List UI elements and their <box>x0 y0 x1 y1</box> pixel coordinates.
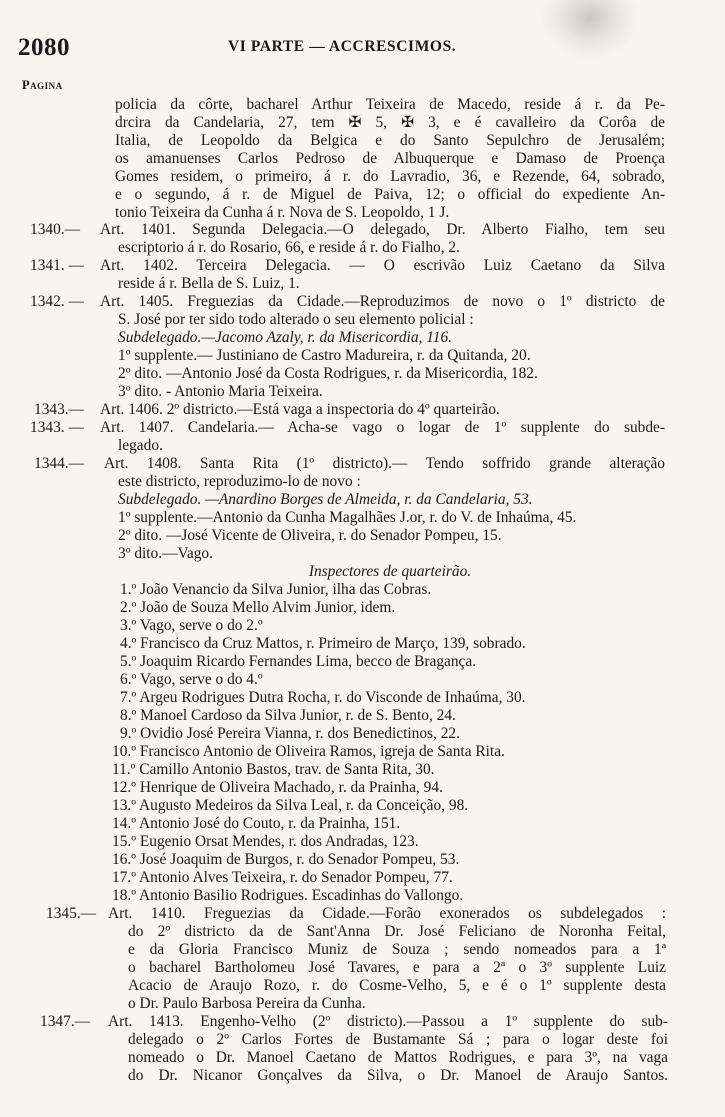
text-line: delegado o 2º Carlos Fortes de Bustamante Sá ; para o logar deste foi <box>128 1031 668 1048</box>
item-number: 1345.— <box>46 905 97 922</box>
text-line: 1º supplente.— Justiniano de Castro Madureira, r. da Quitanda, 20. <box>118 347 531 364</box>
running-head: VI PARTE — ACCRESCIMOS. <box>228 38 457 55</box>
text-line: Art. 1402. Terceira Delegacia. — O escrivão Luiz Caetano da Silva <box>100 257 665 274</box>
list-item: 11.º Camillo Antonio Bastos, trav. de Santa Rita, 30. <box>112 761 435 778</box>
text-line: este districto, reproduzimo-lo de novo : <box>118 473 361 490</box>
text-line: e da Gloria Francisco Muniz de Souza ; sendo nomeados para a 1ª <box>128 941 666 958</box>
text-line: do Dr. Nicanor Gonçalves da Silva, o Dr. Manoel de Araujo Santos. <box>128 1067 668 1084</box>
text-line: Subdelegado. —Anardino Borges de Almeida, r. da Candelaria, 53. <box>118 491 533 508</box>
text-line: drcira da Candelaria, 27, tem ✠ 5, ✠ 3, e é cavalleiro da Corôa de <box>115 114 665 131</box>
text-line: 2º dito. —Antonio José da Costa Rodrigues, r. da Misericordia, 182. <box>118 365 538 382</box>
list-item: 2.º João de Souza Mello Alvim Junior, idem. <box>120 599 396 616</box>
text-line: 3º dito. - Antonio Maria Teixeira. <box>118 383 323 400</box>
text-line: policia da côrte, bacharel Arthur Teixeira de Macedo, reside á r. da Pe- <box>115 96 665 113</box>
text-line: Art. 1408. Santa Rita (1º districto).— Tendo soffrido grande alteração <box>104 455 665 472</box>
item-number: 1342. — <box>30 293 84 310</box>
text-line: Italia, de Leopoldo da Belgica e do Santo Sepulchro de Jerusalém; <box>115 132 665 149</box>
ink-stain <box>540 0 640 60</box>
text-line: nomeado o Dr. Manoel Caetano de Mattos Rodrigues, e para 3º, na vaga <box>128 1049 668 1066</box>
list-item: 18.º Antonio Basilio Rodrigues. Escadinhas do Vallongo. <box>112 887 464 904</box>
text-line: 3º dito.—Vago. <box>118 545 213 562</box>
text-line: os amanuenses Carlos Pedroso de Albuquerque e Damaso de Proença <box>115 150 665 167</box>
list-item: 5.º Joaquim Ricardo Fernandes Lima, becco de Bragança. <box>120 653 477 670</box>
list-item: 16.º José Joaquim de Burgos, r. do Senador Pompeu, 53. <box>112 851 460 868</box>
side-label: Pagina <box>22 78 63 92</box>
list-item: 4.º Francisco da Cruz Mattos, r. Primeiro de Março, 139, sobrado. <box>120 635 526 652</box>
text-line: Gomes residem, o primeiro, á r. do Lavradio, 36, e Rezende, 64, sobrado, <box>115 168 665 185</box>
list-item: 15.º Eugenio Orsat Mendes, r. dos Andradas, 123. <box>112 833 419 850</box>
text-line: Art. 1407. Candelaria.— Acha-se vago o logar de 1º supplente do subde- <box>100 419 665 436</box>
text-line: Acacio de Araujo Rozo, r. do Cosme-Velho, 5, e é o 1º supplente desta <box>128 977 666 994</box>
text-line: Art. 1401. Segunda Delegacia.—O delegado, Dr. Alberto Fialho, tem seu <box>100 221 665 238</box>
text-line: e o segundo, á r. de Miguel de Paiva, 12; o official do expediente An- <box>115 186 665 203</box>
text-line: S. José por ter sido todo alterado o seu elemento policial : <box>118 311 474 328</box>
item-number: 1347.— <box>40 1013 91 1030</box>
text-line: Subdelegado.—Jacomo Azaly, r. da Misericordia, 116. <box>118 329 452 346</box>
list-item: 6.º Vago, serve o do 4.º <box>120 671 263 688</box>
text-line: o bacharel Bartholomeu José Tavares, e para a 2ª o 3º supplente Luiz <box>128 959 666 976</box>
list-item: 8.º Manoel Cardoso da Silva Junior, r. de S. Bento, 24. <box>120 707 456 724</box>
text-line: 1º supplente.—Antonio da Cunha Magalhães J.or, r. do V. de Inhaúma, 45. <box>118 509 577 526</box>
text-line: Art. 1405. Freguezias da Cidade.—Reproduzimos de novo o 1º districto de <box>100 293 665 310</box>
text-line: Art. 1410. Freguezias da Cidade.—Forão exonerados os subdelegados : <box>108 905 666 922</box>
list-item: 9.º Ovidio José Pereira Vianna, r. dos Benedictinos, 22. <box>120 725 460 742</box>
item-number: 1343.— <box>34 401 85 418</box>
list-item: 7.º Argeu Rodrigues Dutra Rocha, r. do Visconde de Inhaúma, 30. <box>120 689 526 706</box>
item-number: 1344.— <box>34 455 85 472</box>
item-number: 1341. — <box>30 257 84 274</box>
list-item: 12.º Henrique de Oliveira Machado, r. da Prainha, 94. <box>112 779 443 796</box>
list-item: 17.º Antonio Alves Teixeira, r. do Senador Pompeu, 77. <box>112 869 453 886</box>
item-number: 1343. — <box>30 419 84 436</box>
text-line: Art. 1406. 2º districto.—Está vaga a inspectoria do 4º quarteirão. <box>100 401 500 418</box>
text-line: tonio Teixeira da Cunha á r. Nova de S. Leopoldo, 1 J. <box>115 204 450 221</box>
text-line: o Dr. Paulo Barbosa Pereira da Cunha. <box>128 995 366 1012</box>
text-line: Art. 1413. Engenho-Velho (2º districto).—Passou a 1º supplente do sub- <box>108 1013 668 1030</box>
item-number: 1340.— <box>30 221 81 238</box>
text-line: escriptorio á r. do Rosario, 66, e reside á r. do Fialho, 2. <box>118 239 460 256</box>
list-item: 13.º Augusto Medeiros da Silva Leal, r. da Conceição, 98. <box>112 797 469 814</box>
page-number: 2080 <box>18 34 70 61</box>
section-subheading: Inspectores de quarteirão. <box>308 563 472 580</box>
list-item: 3.º Vago, serve o do 2.º <box>120 617 263 634</box>
list-item: 10.º Francisco Antonio de Oliveira Ramos, igreja de Santa Rita. <box>112 743 505 760</box>
text-line: 2º dito. —José Vicente de Oliveira, r. do Senador Pompeu, 15. <box>118 527 502 544</box>
list-item: 1.º João Venancio da Silva Junior, ilha das Cobras. <box>120 581 432 598</box>
text-line: do 2º districto da de Sant'Anna Dr. José Feliciano de Noronha Feital, <box>128 923 666 940</box>
text-line: legado. <box>118 437 163 454</box>
list-item: 14.º Antonio José do Couto, r. da Prainha, 151. <box>112 815 401 832</box>
text-line: reside á r. Bella de S. Luiz, 1. <box>118 275 300 292</box>
